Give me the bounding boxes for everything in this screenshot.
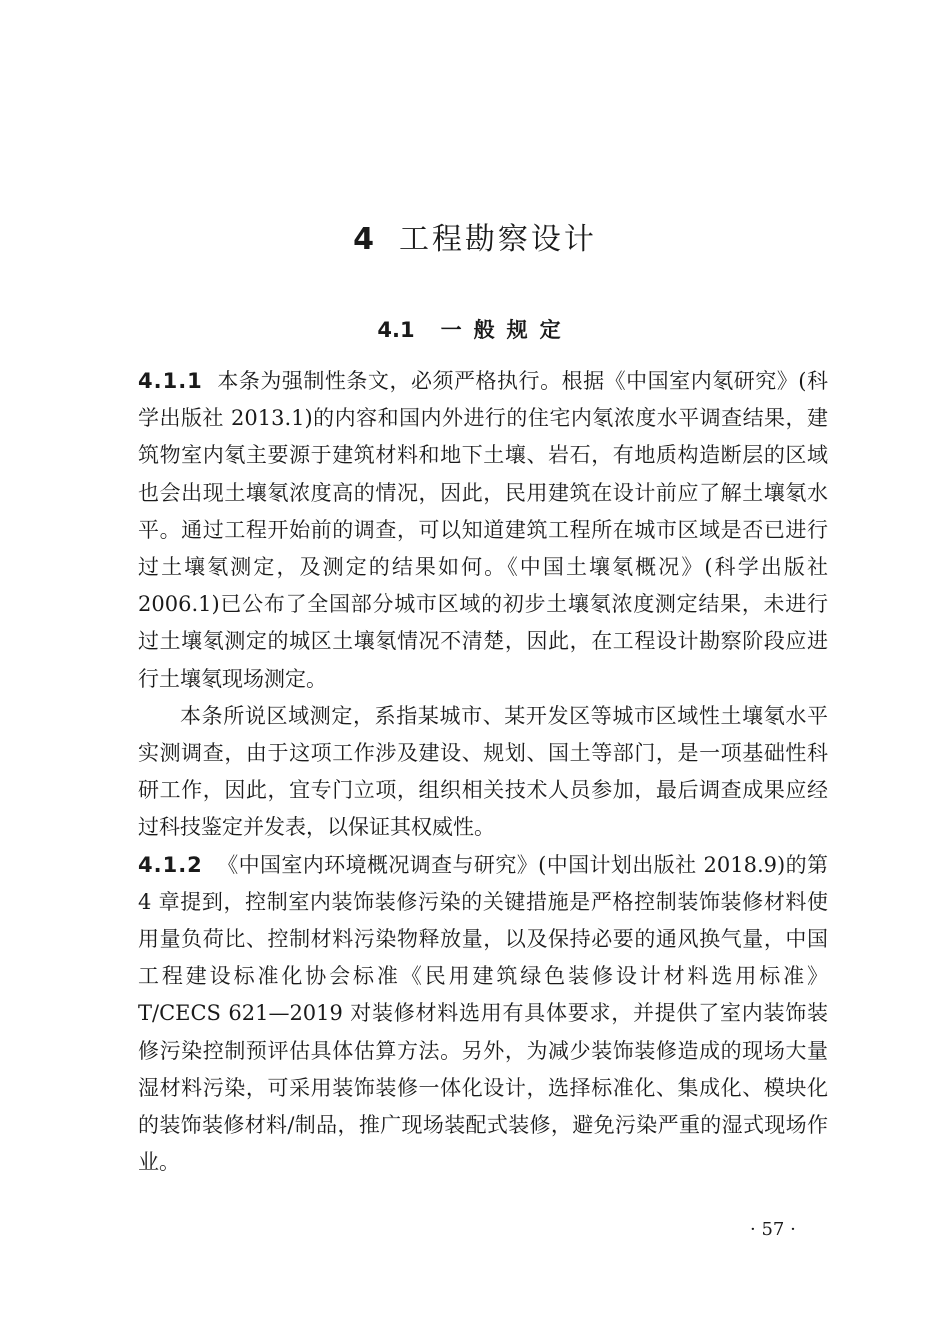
clause-4-1-1-continuation: 本条所说区域测定，系指某城市、某开发区等城市区域性土壤氡水平实测调查，由于这项工作涉及建设、规划、国土等部门，是一项基础性科研工作，因此，宜专门立项，组织相关技术人员参加，最后调查成果应经过科技鉴定并发表，以保证其权威性。 <box>138 703 828 840</box>
clause-number: 4.1.1 <box>138 369 203 393</box>
clause-text: 本条为强制性条文，必须严格执行。根据《中国室内氡研究》(科学出版社 2013.1)的内容和国内外进行的住宅内氡浓度水平调查结果，建筑物室内氡主要源于建筑材料和地下土壤、岩石，有地质构造断层的区域也会出现土壤氡浓度高的情况，因此，民用建筑在设计前应了解土壤氡水平。通过工程开始前的调查，可以知道建筑工程所在城市区域是否已进行过土壤氡测定，及测定的结果如何。《中国土壤氡概况》(科学出版社 2006.1)已公布了全国部分城市区域的初步土壤氡浓度测定结果，未进行过土壤氡测定的城区土壤氡情况不清楚，因此，在工程设计勘察阶段应进行土壤氡现场测定。 <box>138 369 828 691</box>
clause-4-1-1 <box>138 363 828 698</box>
section-number: 4.1 <box>377 318 415 342</box>
chapter-title: 工程勘察设计 <box>398 222 597 257</box>
chapter-heading <box>0 218 950 262</box>
section-heading <box>0 313 950 347</box>
chapter-number: 4 <box>353 222 377 257</box>
body-text <box>138 363 828 1181</box>
section-title: 一般规定 <box>440 318 573 342</box>
clause-4-1-2 <box>138 847 828 1182</box>
clause-number: 4.1.2 <box>138 852 203 877</box>
page-number: · 57 · <box>750 1219 796 1240</box>
clause-text: 《中国室内环境概况调查与研究》(中国计划出版社 2018.9)的第 4 章提到，控制室内装饰装修污染的关键措施是严格控制装饰装修材料使用量负荷比、控制材料污染物释放量，以及保持必要的通风换气量，中国工程建设标准化协会标准《民用建筑绿色装修设计材料选用标准》T/CECS 621—2019 对装修材料选用有具体要求，并提供了室内装饰装修污染控制预评估具体估算方法。另外，为减少装饰装修造成的现场大量湿材料污染，可采用装饰装修一体化设计，选择标准化、集成化、模块化的装饰装修材料/制品，推广现场装配式装修，避免污染严重的湿式现场作业。 <box>138 852 828 1175</box>
